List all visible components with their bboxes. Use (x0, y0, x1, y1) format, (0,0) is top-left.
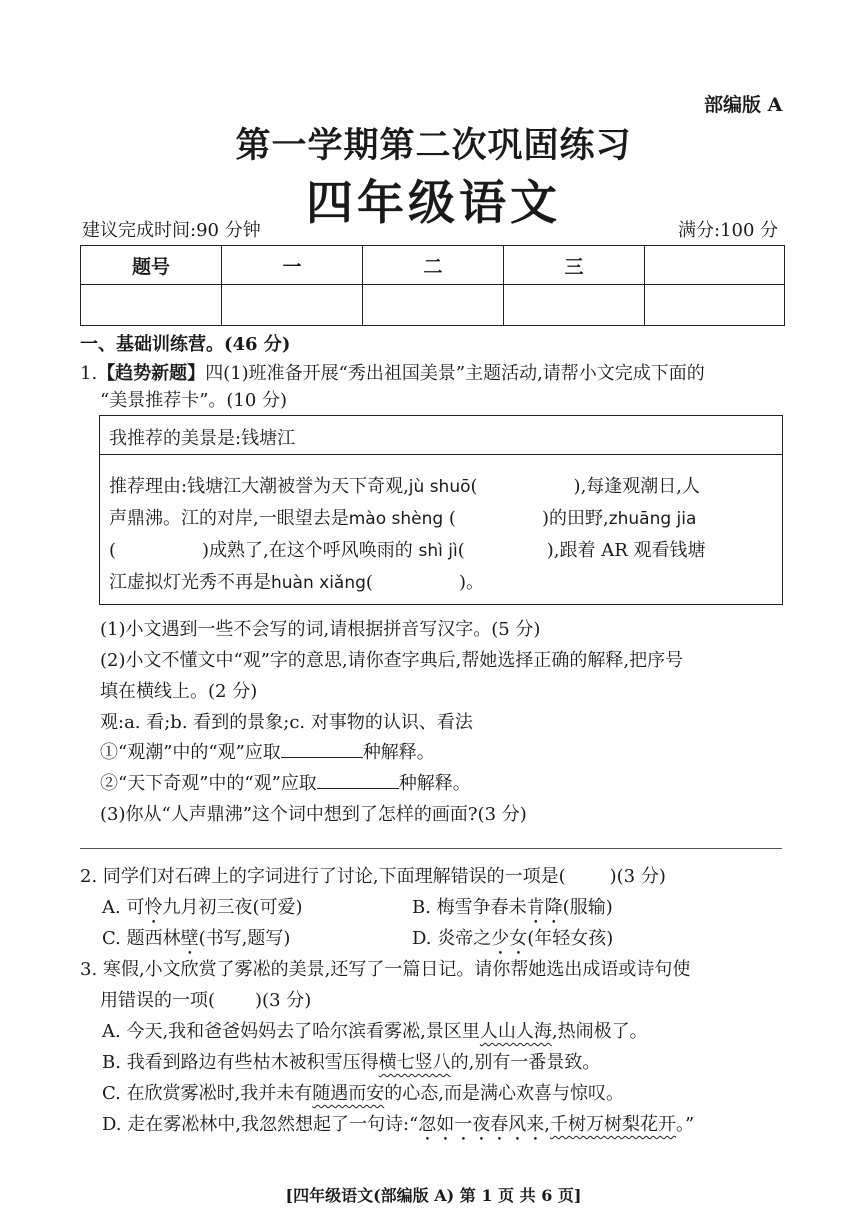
exam-title: 第一学期第二次巩固练习 (235, 125, 632, 166)
card-header (100, 416, 782, 455)
card-text: )。 (458, 572, 484, 593)
q1-answer-1 (100, 738, 435, 764)
card-text: ),每逢观潮日,人 (573, 476, 701, 497)
q1-stem-line1 (80, 359, 705, 385)
q3-option-a: A. 今天,我和爸爸妈妈去了哈尔滨看雾凇,景区里人山人海,热闹极了。 (102, 1021, 648, 1042)
pinyin-shiji: shì jì (418, 541, 458, 561)
q3-option-c: C. 在欣赏雾凇时,我并未有随遇而安的心态,而是满心欢喜与惊叹。 (102, 1083, 625, 1104)
card-header-text: 我推荐的美景是:钱塘江 (109, 428, 296, 449)
pinyin-jushuo: jù shuō (408, 477, 471, 497)
pinyin-maosheng: mào shèng (348, 509, 444, 529)
q2-option-d: D. 炎帝之少女(年轻女孩) (412, 928, 614, 949)
card-line-4: 江虚拟灯光秀不再是huàn xiǎng( )。 (109, 572, 484, 593)
score-table-score-row (81, 285, 785, 326)
score-table (80, 245, 785, 326)
answer-text: ①“观潮”中的“观”应取 (100, 742, 281, 763)
card-text: )成熟了,在这个呼风唤雨的 (202, 540, 413, 561)
score-header-cell (645, 246, 785, 285)
answer-text: ②“天下奇观”中的“观”应取 (100, 773, 317, 794)
answer-area-divider (80, 848, 782, 849)
card-text: ),跟着 AR 观看钱塘 (546, 540, 706, 561)
q1-sub1: (1)小文遇到一些不会写的词,请根据拼音写汉字。(5 分) (100, 619, 541, 640)
score-header-cell: 三 (504, 246, 645, 285)
q2-stem (80, 862, 666, 888)
card-text: 江虚拟灯光秀不再是 (109, 572, 271, 593)
score-header-cell: 一 (222, 246, 363, 285)
q3-stem-end: )(3 分) (255, 990, 312, 1011)
score-cell[interactable] (645, 285, 785, 326)
q1-text: 四(1)班准备开展“秀出祖国美景”主题活动,请帮小文完成下面的 (205, 363, 705, 384)
answer-text: 种解释。 (398, 773, 471, 794)
q1-sub2-line2: 填在横线上。(2 分) (100, 681, 258, 702)
pinyin-zhuangjia: zhuāng jia (608, 509, 697, 529)
recommend-card (99, 415, 783, 605)
q1-meanings: 观:a. 看;b. 看到的景象;c. 对事物的认识、看法 (100, 712, 473, 733)
q1-number: 1. (80, 363, 98, 384)
q1-stem-line2: “美景推荐卡”。(10 分) (100, 390, 288, 411)
card-line-1: 推荐理由:钱塘江大潮被誉为天下奇观,jù shuō( ),每逢观潮日,人 (109, 476, 701, 497)
score-cell[interactable] (504, 285, 645, 326)
q1-sub2-line1: (2)小文不懂文中“观”字的意思,请你查字典后,帮她选择正确的解释,把序号 (100, 650, 684, 671)
section-1-title: 一、基础训练营。(46 分) (80, 334, 291, 355)
q3-stem-text: 用错误的一项( (100, 990, 216, 1011)
q3-stem-line1: 3. 寒假,小文欣赏了雾凇的美景,还写了一篇日记。请你帮她选出成语或诗句使 (80, 959, 691, 980)
score-header-cell: 题号 (81, 246, 222, 285)
answer-underline-2[interactable] (317, 770, 399, 789)
subject-title: 四年级语文 (306, 176, 561, 231)
score-cell[interactable] (81, 285, 222, 326)
score-header-cell: 二 (363, 246, 504, 285)
card-line-2: 声鼎沸。江的对岸,一眼望去是mào shèng ( )的田野,zhuāng jia (109, 508, 697, 529)
q2-option-b: B. 梅雪争春未肯降(服输) (412, 897, 613, 918)
q2-option-a: A. 可怜九月初三夜(可爱) (102, 897, 303, 918)
card-text: )的田野, (541, 508, 609, 529)
time-note: 建议完成时间:90 分钟 (82, 220, 261, 241)
card-text: 推荐理由:钱塘江大潮被誉为天下奇观, (109, 476, 409, 497)
q2-stem-end: )(3 分) (609, 866, 666, 887)
q3-option-d: D. 走在雾凇林中,我忽然想起了一句诗:“忽如一夜春风来,千树万树梨花开。” (102, 1114, 695, 1135)
card-text: 声鼎沸。江的对岸,一眼望去是 (109, 508, 349, 529)
answer-text: 种解释。 (362, 742, 435, 763)
q2-option-c: C. 题西林壁(书写,题写) (102, 928, 291, 949)
q3-option-b: B. 我看到路边有些枯木被积雪压得横七竖八的,别有一番景致。 (102, 1052, 601, 1073)
q1-answer-2 (100, 769, 471, 795)
card-line-3: ( )成熟了,在这个呼风唤雨的 shì jì( ),跟着 AR 观看钱塘 (109, 540, 706, 561)
edition-label: 部编版 A (704, 94, 783, 116)
score-cell[interactable] (363, 285, 504, 326)
q1-tag: 【趋势新题】 (97, 363, 206, 384)
answer-underline-1[interactable] (281, 739, 363, 758)
pinyin-huanxiang: huàn xiǎng (271, 573, 366, 593)
q1-sub3: (3)你从“人声鼎沸”这个词中想到了怎样的画面?(3 分) (100, 804, 527, 825)
page-footer: [四年级语文(部编版 A) 第 1 页 共 6 页] (285, 1186, 582, 1205)
full-score: 满分:100 分 (678, 220, 779, 241)
score-table-header-row (81, 246, 785, 285)
q2-stem-text: 2. 同学们对石碑上的字词进行了讨论,下面理解错误的一项是( (80, 866, 566, 887)
score-cell[interactable] (222, 285, 363, 326)
q3-stem-line2 (100, 986, 311, 1012)
